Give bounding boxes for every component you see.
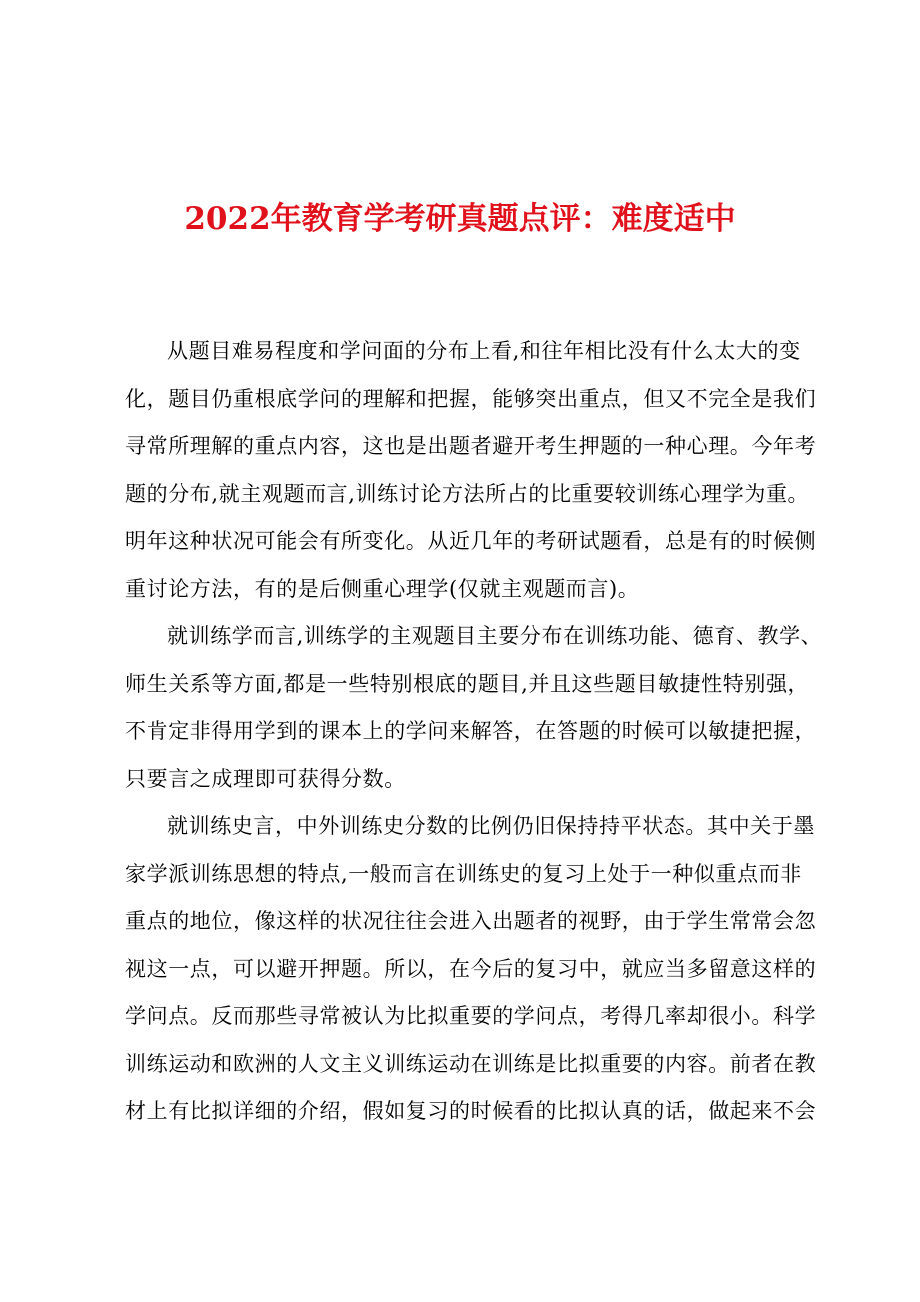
text-line: 不肯定非得用学到的课本上的学问来解答，在答题的时候可以敏捷把握， — [125, 719, 817, 743]
text-line: 寻常所理解的重点内容，这也是出题者避开考生押题的一种心理。今年考 — [125, 434, 817, 458]
text-line: 材上有比拟详细的介绍，假如复习的时候看的比拟认真的话，做起来不会 — [125, 1099, 817, 1123]
text-line: 家学派训练思想的特点,一般而言在训练史的复习上处于一种似重点而非 — [125, 861, 802, 886]
text-line: 学问点。反而那些寻常被认为比拟重要的学问点，考得几率却很小。科学 — [125, 1004, 817, 1028]
text-line: 化，题目仍重根底学问的理解和把握，能够突出重点，但又不完全是我们 — [125, 386, 817, 411]
text-line: 题的分布,就主观题而言,训练讨论方法所占的比重要较训练心理学为重。 — [125, 481, 810, 506]
text-line: 就训练史言，中外训练史分数的比例仍旧保持持平状态。其中关于墨 — [167, 814, 815, 838]
text-line: 只要言之成理即可获得分数。 — [125, 766, 406, 791]
text-line: 就训练学而言,训练学的主观题目主要分布在训练功能、德育、教学、 — [167, 624, 823, 648]
text-line: 视这一点，可以避开押题。所以，在今后的复习中，就应当多留意这样的 — [125, 956, 817, 981]
document-title: 2022年教育学考研真题点评：难度适中 — [184, 201, 736, 237]
text-line: 从题目难易程度和学问面的分布上看,和往年相比没有什么太大的变 — [167, 339, 801, 363]
text-line: 重讨论方法，有的是后侧重心理学(仅就主观题而言)。 — [125, 576, 640, 601]
text-line: 明年这种状况可能会有所变化。从近几年的考研试题看，总是有的时候侧 — [125, 529, 817, 553]
paragraph — [125, 803, 817, 1136]
text-line: 师生关系等方面,都是一些特别根底的题目,并且这些题目敏捷性特别强， — [125, 671, 810, 696]
text-line: 训练运动和欧洲的人文主义训练运动在训练是比拟重要的内容。前者在教 — [125, 1051, 817, 1076]
paragraph — [125, 613, 823, 803]
text-line: 重点的地位，像这样的状况往往会进入出题者的视野，由于学生常常会忽 — [125, 909, 817, 933]
paragraph — [125, 328, 817, 613]
document-body — [125, 328, 823, 1136]
